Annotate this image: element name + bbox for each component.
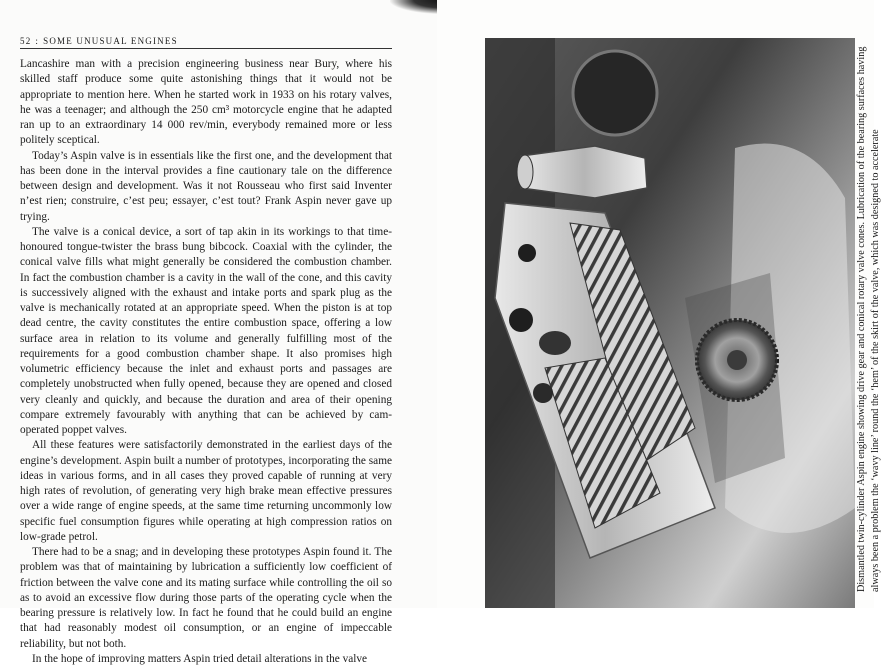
engine-photo: [485, 38, 855, 608]
exhaust-port: [509, 308, 533, 332]
photo-caption: Dismantled twin-cylinder Aspin engine showing drive gear and conical rotary valve cones. Lubrication of the bearing surfaces having always been a problem the ‘wavy line’ round the ‘hem’ of the skirt of the valve, which was designed to accelerate: [856, 46, 881, 592]
paragraph: Lancashire man with a precision engineering business near Bury, where his skilled staff produce some quite astonishing things that it would not be appropriate to mention here. When he started work in 1933 on his rotary valves, he was a teenager; and although the 250 cm³ motorcycle engine that he adapted ran up to an extraordinary 14 000 rev/min, everybody remained more or less politely sceptical.: [20, 58, 392, 147]
spark-plug-port: [533, 383, 553, 403]
paragraph: All these features were satisfactorily demonstrated in the earliest days of the engine’s development. Aspin built a number of prototypes, incorporating the same ideas in various forms, and in all cases they proved capable of running at very high rates of revolution, of generating very high brake mean effective pressures over a wide range of engine speeds, at the same time returning uncommonly low specific fuel consumption figures while operating at high compression ratios on low-grade petrol.: [20, 439, 392, 543]
header-rule: [20, 48, 392, 49]
combustion-cavity: [539, 331, 571, 355]
valve-cone-shaft: [521, 146, 647, 198]
body-text: [20, 57, 392, 667]
left-page: [0, 0, 437, 665]
paragraph: There had to be a snag; and in developing these prototypes Aspin found it. The problem was that of maintaining by lubrication a sufficiently low coefficient of friction between the valve cone and its mating surface while controlling the oil so as to avoid an excessive flow during those parts of the operating cycle when the bearing pressure is relatively low. In fact he found that he could build an engine that had reasonably modest oil consumption, or an engine of impeccable reliability, but not both.: [20, 546, 392, 650]
paragraph: In the hope of improving matters Aspin tried detail alterations in the valve: [32, 652, 368, 665]
right-page: [437, 0, 881, 608]
running-head-title: SOME UNUSUAL ENGINES: [43, 36, 178, 46]
paragraph: The valve is a conical device, a sort of tap akin in its workings to that time-honoured tongue-twister the brass bung bibcock. Coaxial with the cylinder, the conical valve fills what might generally be considered the combustion chamber. In fact the combustion chamber is a cavity in the wall of the cone, and this cavity is successively aligned with the exhaust and intake ports and spark plug as the valve is mechanically rotated at an appropriate speed. When the piston is at top dead centre, the cavity constitutes the entire combustion space, offering a low surface area in relation to its volume and generally fulfilling most of the requirements for a good combustion chamber shape. It also promises high volumetric efficiency because the inlet and exhaust ports and passages are completely unobstructed when fully opened, because they are opened and closed very cleanly and quickly, and because the duration and area of their opening compare extremely favourably with anything that can be achieved by cam-operated poppet valves.: [20, 225, 392, 436]
intake-port: [518, 244, 536, 262]
running-head-separator: :: [35, 36, 40, 46]
valve-cone-end: [517, 155, 533, 189]
paragraph: Today’s Aspin valve is in essentials like the first one, and the development that has been done in the interval provides a fine cautionary tale on the difference between design and development. Was it not Rousseau who first said Inventer n’est rien; construire, c’est peu; essayer, c’est tout? Frank Aspin never gave up trying.: [20, 149, 392, 223]
page-number: 52: [20, 36, 32, 46]
running-head: [20, 36, 392, 46]
